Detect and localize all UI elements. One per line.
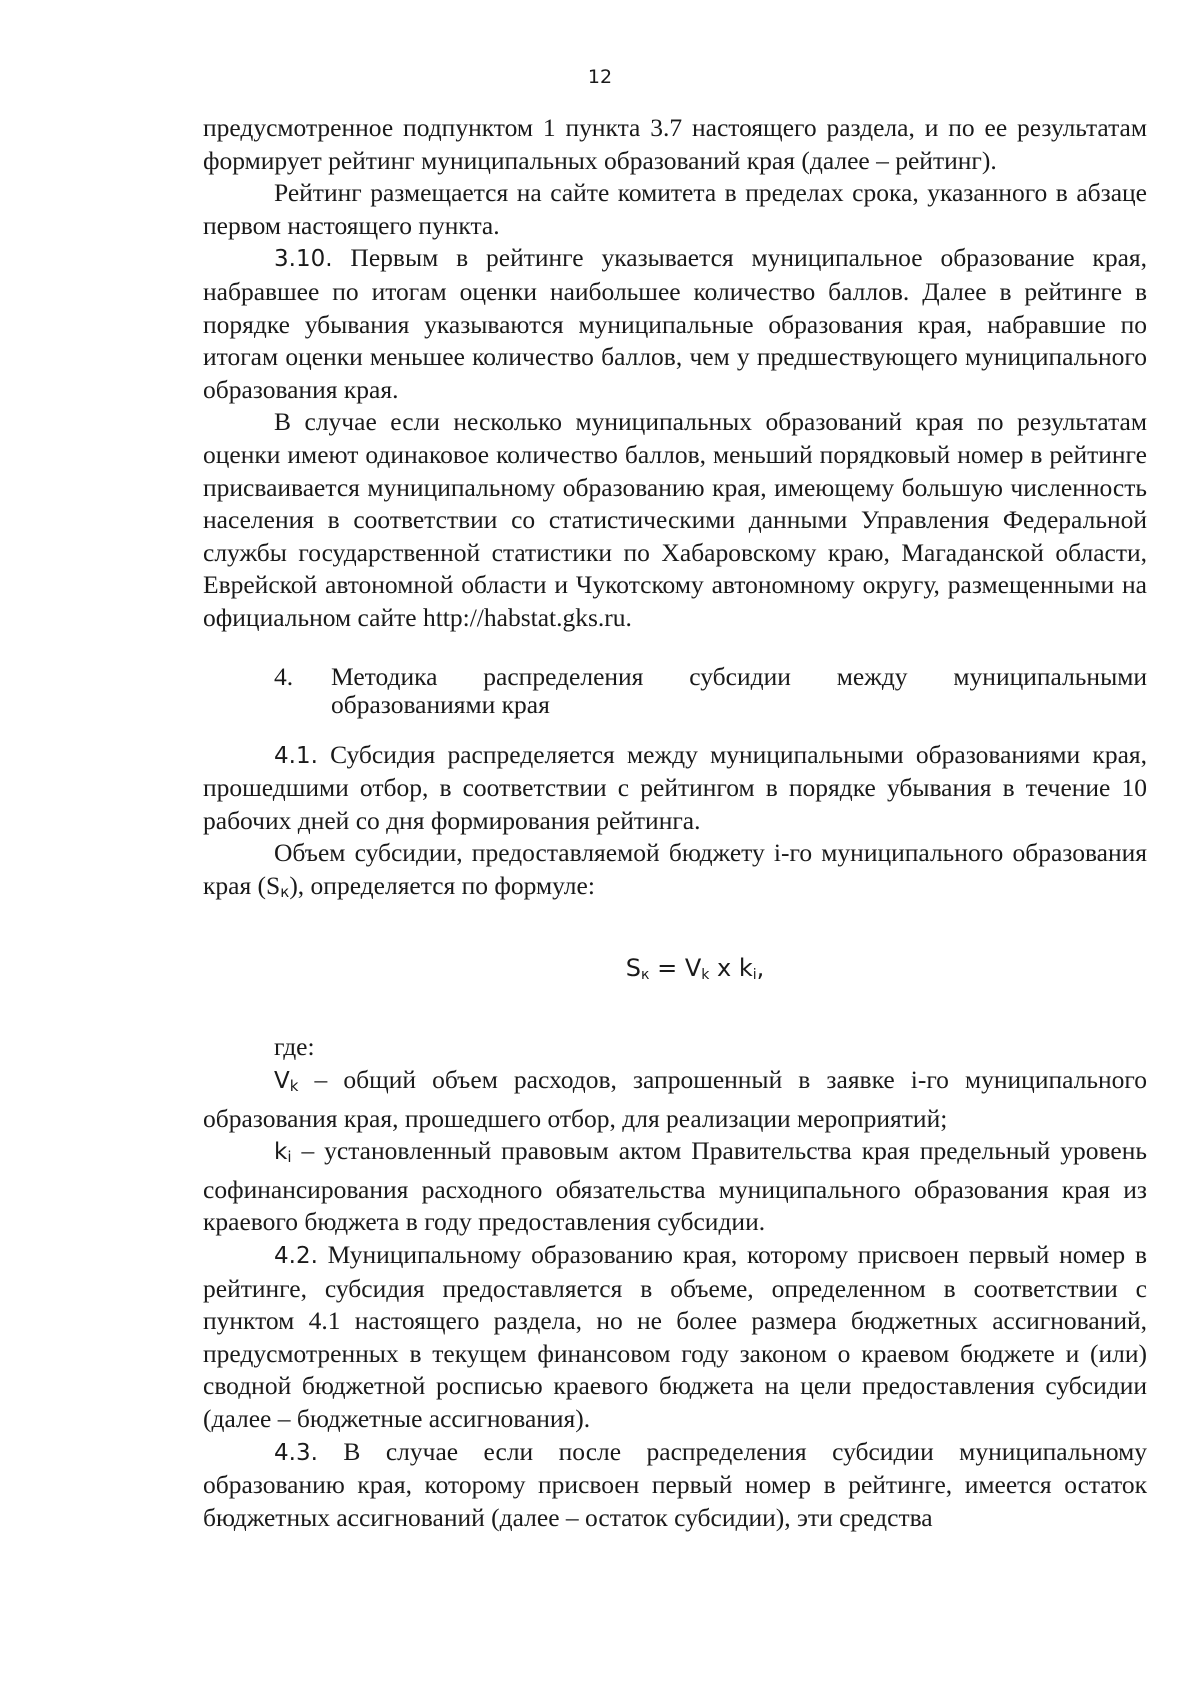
paragraph-text: В случае если после распределения субсидии муниципальному образованию края, которому присвоен первый номер в рейтинге, имеется остаток бюджетных ассигнований (далее – остаток субсидии), эти средства (203, 1436, 1147, 1532)
paragraph-rating-placement: Рейтинг размещается на сайте комитета в пределах срока, указанного в абзаце первом настоящего пункта. (203, 178, 1147, 240)
subscript: к (280, 882, 290, 901)
paragraph-subsidy-volume (203, 837, 1147, 908)
section-number: 4. (274, 661, 294, 691)
formula-symbol: S (625, 954, 641, 983)
formula (203, 952, 1147, 991)
formula-symbol: x k (709, 954, 753, 983)
paragraph-text: – общий объем расходов, запрошенный в заявке i-го муниципального образования края, прошедшего отбор, для реализации мероприятий; (203, 1065, 1147, 1133)
paragraph-4-3 (203, 1436, 1147, 1535)
page-number: 12 (587, 66, 613, 88)
paragraph-text: Первым в рейтинге указывается муниципальное образование края, набравшее по итогам оценки наибольшее количество баллов. Далее в рейтинге в порядке убывания указываются муниципальные образования края, набравшие по итогам оценки меньшее количество баллов, чем у предшествующего муниципального образования края. (203, 243, 1147, 404)
formula-subscript: k (701, 967, 710, 984)
variable-symbol: k (274, 1139, 288, 1166)
section-title: Методика распределения субсидии между муниципальными образованиями края (331, 661, 1147, 719)
paragraph-vk-definition (203, 1064, 1147, 1135)
paragraph-text: – установленный правовым актом Правительства края предельный уровень софинансирования расходного обязательства муниципального образования края из краевого бюджета в году предоставления субсидии. (203, 1136, 1147, 1237)
paragraph-4-1 (203, 739, 1147, 838)
subscript: k (289, 1077, 299, 1096)
paragraph-text: Муниципальному образованию края, которому присвоен первый номер в рейтинге, субсидия предоставляется в объеме, определенном в соответствии с пунктом 4.1 настоящего раздела, но не более размера бюджетных ассигнований, предусмотренных в текущем финансовом году законом о краевом бюджете и (или) сводной бюджетной росписью краевого бюджета на цели предоставления субсидии (далее – бюджетные ассигнования). (203, 1240, 1147, 1433)
section-heading (203, 663, 1147, 719)
paragraph-text: Объем субсидии, предоставляемой бюджету i-го муниципального образования края (S (203, 838, 1147, 900)
paragraph-ki-definition (203, 1135, 1147, 1239)
paragraph-text: Субсидия распределяется между муниципальными образованиями края, прошедшими отбор, в соответствии с рейтингом в порядке убывания в течение 10 рабочих дней со дня формирования рейтинга. (203, 739, 1147, 835)
clause-number: 4.1. (274, 742, 318, 769)
formula-symbol: , (756, 954, 765, 983)
formula-subscript: к (640, 967, 650, 984)
variable-symbol: V (274, 1068, 290, 1095)
paragraph-4-2 (203, 1239, 1147, 1436)
paragraph-equal-points: В случае если несколько муниципальных образований края по результатам оценки имеют одинаковое количество баллов, меньший порядковый номер в рейтинге присваивается муниципальному образованию края, имеющему большую численность населения в соответствии со статистическими данными Управления Федеральной службы государственной статистики по Хабаровскому краю, Магаданской области, Еврейской автономной области и Чукотскому автономному округу, размещенными на официальном сайте http://habstat.gks.ru. (203, 407, 1147, 632)
formula-subscript: i (752, 967, 757, 984)
subscript: i (287, 1148, 292, 1167)
clause-number: 3.10. (274, 246, 333, 273)
clause-number: 4.2. (274, 1243, 318, 1270)
formula-symbol: = V (649, 954, 702, 983)
paragraph-3-10 (203, 242, 1147, 406)
paragraph-where: где: (274, 1032, 315, 1062)
clause-number: 4.3. (274, 1439, 318, 1466)
paragraph-continuation: предусмотренное подпунктом 1 пункта 3.7 настоящего раздела, и по ее результатам формирует рейтинг муниципальных образований края (далее – рейтинг). (203, 113, 1147, 175)
document-body (203, 112, 1147, 1534)
paragraph-text: ), определяется по формуле: (289, 870, 595, 900)
